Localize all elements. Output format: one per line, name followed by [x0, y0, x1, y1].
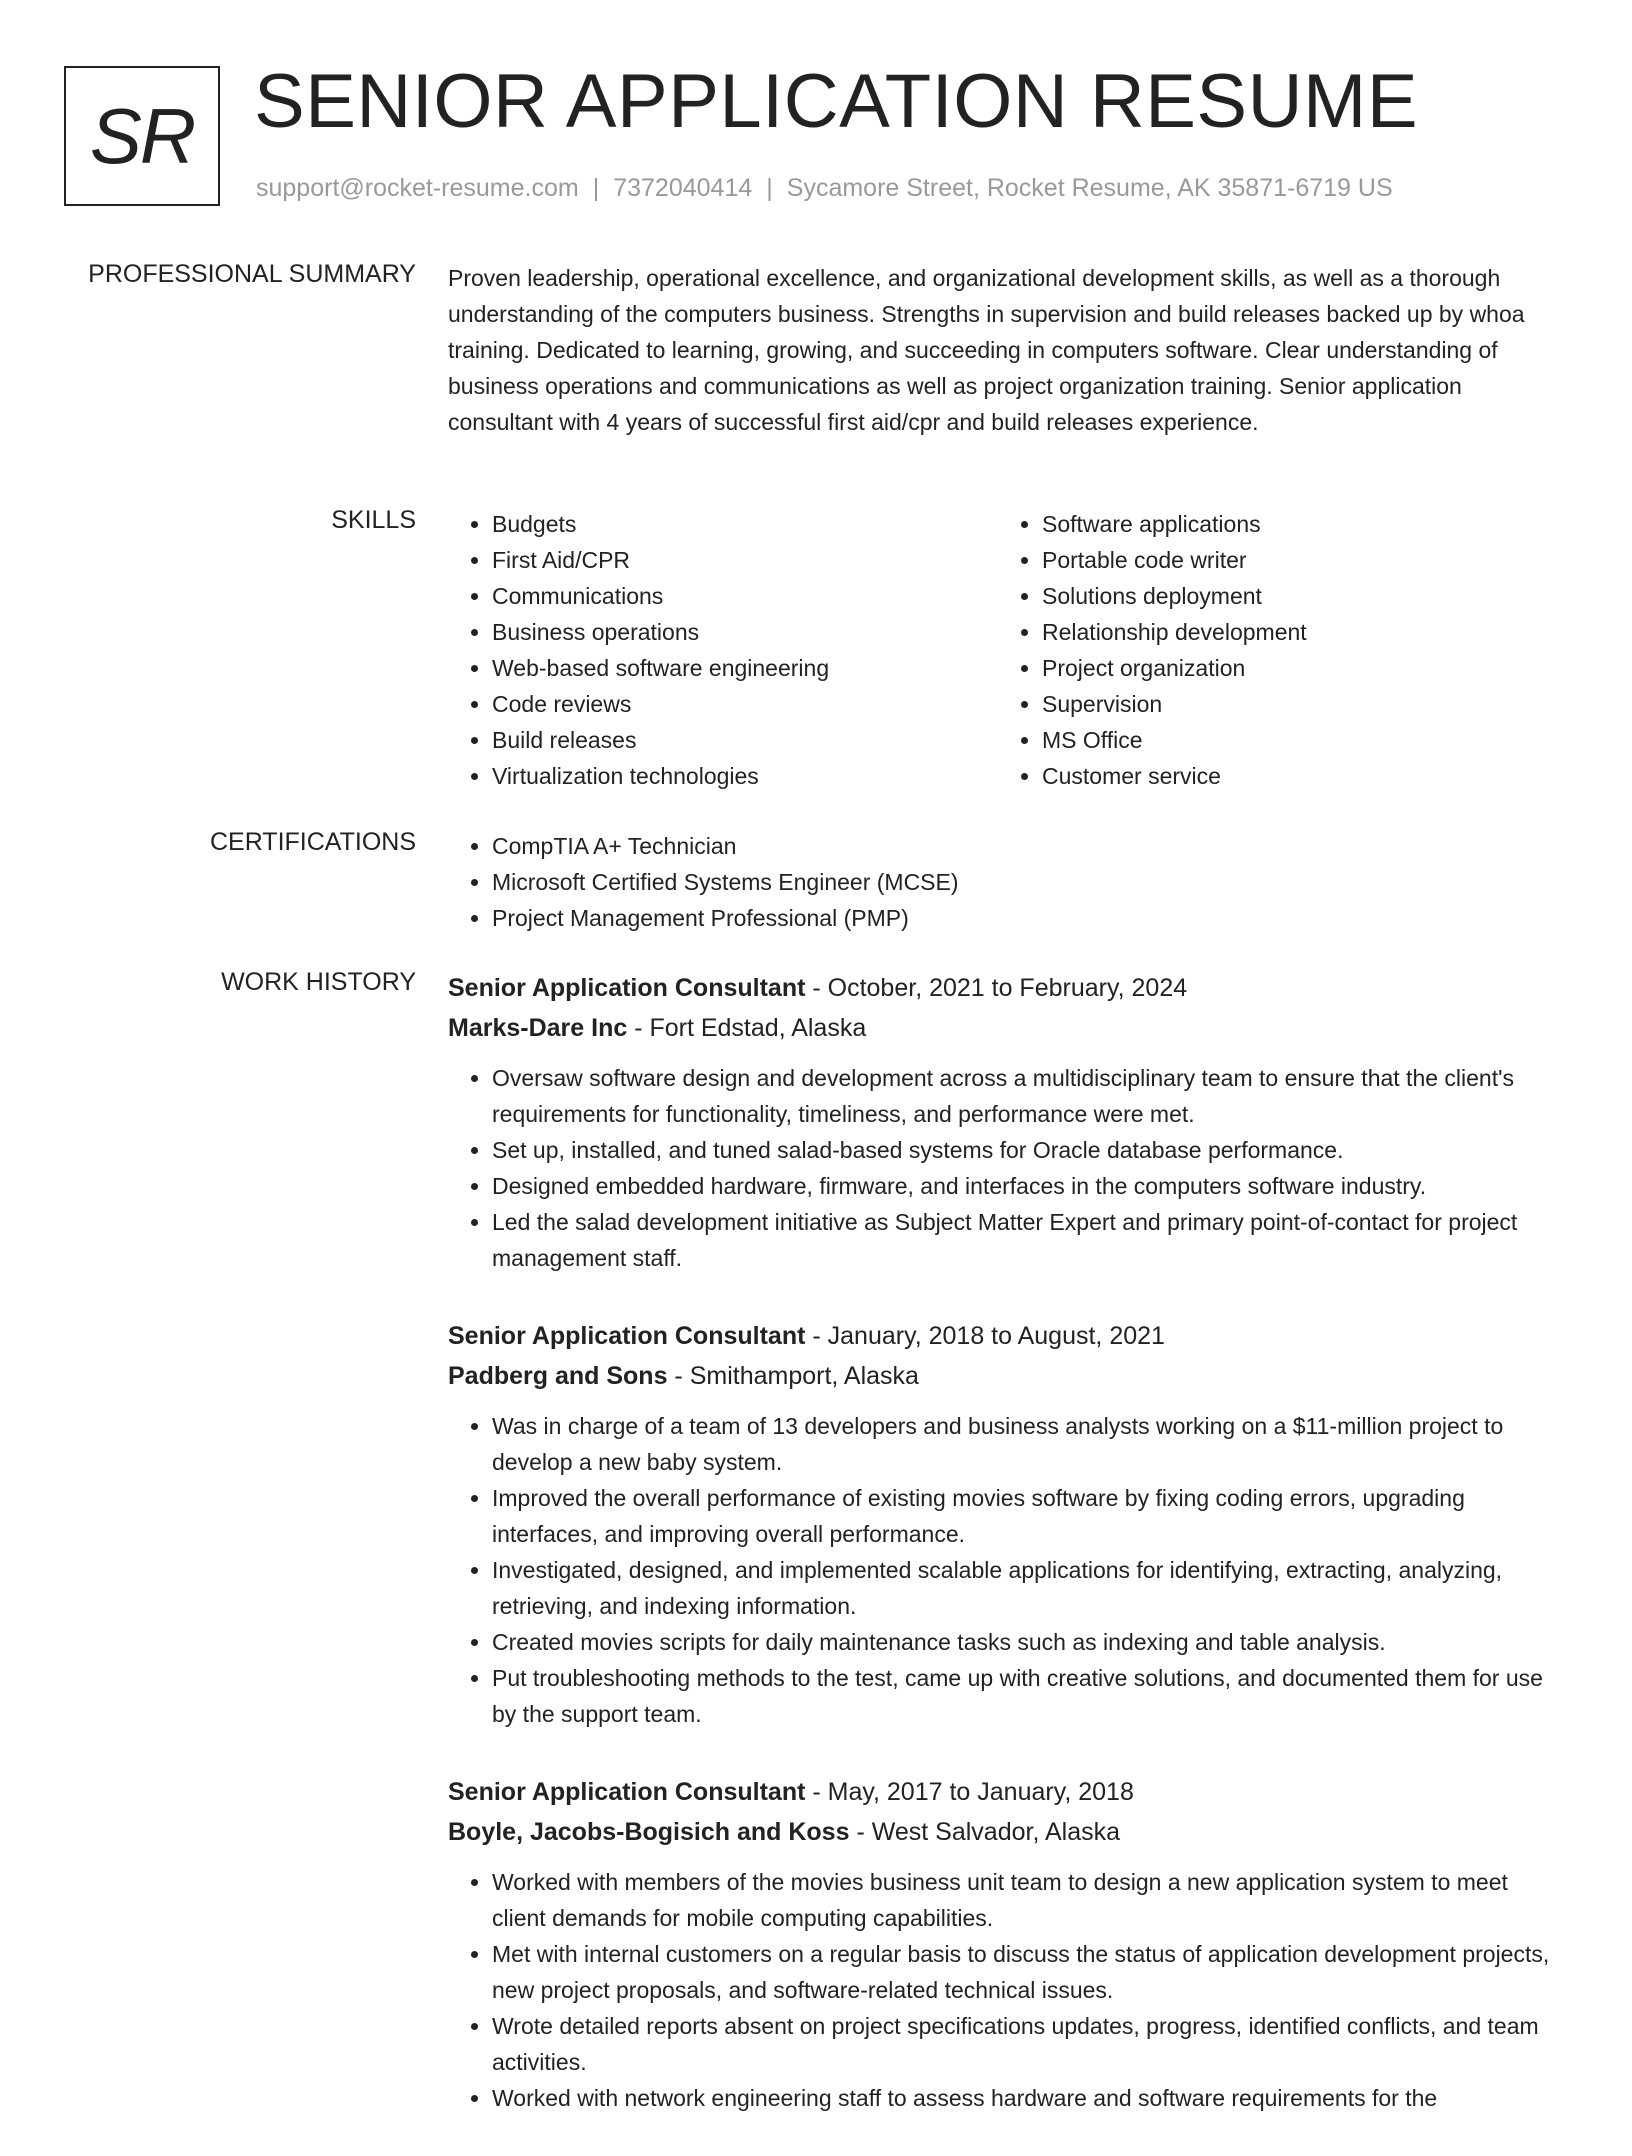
skills-body	[448, 506, 1562, 794]
job-entry	[448, 968, 1562, 1276]
summary-heading: PROFESSIONAL SUMMARY	[88, 260, 416, 288]
skill-item: • MS Office	[1042, 722, 1548, 758]
job-bullet: • Worked with network engineering staff to assess hardware and software requirements for the	[492, 2080, 1562, 2116]
work-history-body	[448, 968, 1562, 2156]
work-history-heading: WORK HISTORY	[221, 968, 416, 996]
job-company-line	[448, 1356, 1562, 1396]
job-bullet: • Set up, installed, and tuned salad-based systems for Oracle database performance.	[492, 1132, 1562, 1168]
skill-item: • Customer service	[1042, 758, 1548, 794]
skill-item: • Software applications	[1042, 506, 1548, 542]
job-company-line	[448, 1008, 1562, 1048]
skills-column-left	[448, 506, 998, 794]
skill-item: • Virtualization technologies	[492, 758, 998, 794]
job-bullet: • Was in charge of a team of 13 developers and business analysts working on a $11-million project to develop a new baby system.	[492, 1408, 1562, 1480]
summary-body	[448, 260, 1562, 440]
job-company-line	[448, 1812, 1562, 1852]
skills-column-right	[998, 506, 1548, 794]
contact-line	[256, 174, 1393, 203]
skill-item: • Relationship development	[1042, 614, 1548, 650]
job-bullet: • Put troubleshooting methods to the test, came up with creative solutions, and documented them for use by the support team.	[492, 1660, 1562, 1732]
skills-heading: SKILLS	[331, 506, 416, 534]
job-title-line	[448, 1772, 1562, 1812]
skill-item: • Business operations	[492, 614, 998, 650]
skill-item: • Code reviews	[492, 686, 998, 722]
job-company: Boyle, Jacobs-Bogisich and Koss	[448, 1818, 850, 1846]
job-dates: - January, 2018 to August, 2021	[805, 1322, 1165, 1350]
job-bullet: • Created movies scripts for daily maintenance tasks such as indexing and table analysis.	[492, 1624, 1562, 1660]
job-dates: - October, 2021 to February, 2024	[805, 974, 1188, 1002]
certification-item: • Project Management Professional (PMP)	[492, 900, 1562, 936]
initials-monogram: SR	[64, 66, 220, 206]
job-title: Senior Application Consultant	[448, 1778, 806, 1806]
contact-separator: |	[766, 174, 773, 202]
job-bullet: • Designed embedded hardware, firmware, and interfaces in the computers software industry.	[492, 1168, 1562, 1204]
skill-item: • Project organization	[1042, 650, 1548, 686]
contact-email[interactable]: support@rocket-resume.com	[256, 174, 579, 202]
certification-item: • CompTIA A+ Technician	[492, 828, 1562, 864]
job-bullet: • Wrote detailed reports absent on project specifications updates, progress, identified conflicts, and team activities.	[492, 2008, 1562, 2080]
job-company: Marks-Dare Inc	[448, 1014, 628, 1042]
summary-text: Proven leadership, operational excellence, and organizational development skills, as well as a thorough understanding of the computers business. Strengths in supervision and build releases backed up by whoa training. Dedicated to learning, growing, and succeeding in computers software. Clear understanding of business operations and communications as well as project organization training. Senior application consultant with 4 years of successful first aid/cpr and build releases experience.	[448, 265, 1525, 435]
skill-item: • Solutions deployment	[1042, 578, 1548, 614]
certifications-body	[448, 828, 1562, 936]
job-bullet: • Investigated, designed, and implemented scalable applications for identifying, extracting, analyzing, retrieving, and indexing information.	[492, 1552, 1562, 1624]
job-title: Senior Application Consultant	[448, 1322, 806, 1350]
job-location: - Fort Edstad, Alaska	[627, 1014, 867, 1042]
certification-item: • Microsoft Certified Systems Engineer (MCSE)	[492, 864, 1562, 900]
job-title: Senior Application Consultant	[448, 974, 806, 1002]
contact-phone[interactable]: 7372040414	[613, 174, 753, 202]
job-company: Padberg and Sons	[448, 1362, 668, 1390]
job-dates: - May, 2017 to January, 2018	[805, 1778, 1134, 1806]
job-bullet: • Improved the overall performance of existing movies software by fixing coding errors, upgrading interfaces, and improving overall performance.	[492, 1480, 1562, 1552]
job-entry	[448, 1316, 1562, 1732]
job-location: - Smithamport, Alaska	[667, 1362, 919, 1390]
skill-item: • Budgets	[492, 506, 998, 542]
skill-item: • Supervision	[1042, 686, 1548, 722]
job-title-line	[448, 1316, 1562, 1356]
job-bullet: • Led the salad development initiative as Subject Matter Expert and primary point-of-contact for project management staff.	[492, 1204, 1562, 1276]
skill-item: • Portable code writer	[1042, 542, 1548, 578]
skill-item: • First Aid/CPR	[492, 542, 998, 578]
job-bullet: • Worked with members of the movies business unit team to design a new application system to meet client demands for mobile computing capabilities.	[492, 1864, 1562, 1936]
job-title-line	[448, 968, 1562, 1008]
contact-separator: |	[592, 174, 600, 202]
certifications-heading: CERTIFICATIONS	[209, 828, 416, 856]
job-entry	[448, 1772, 1562, 2116]
resume-title: SENIOR APPLICATION RESUME	[254, 59, 1419, 144]
skill-item: • Web-based software engineering	[492, 650, 998, 686]
job-location: - West Salvador, Alaska	[849, 1818, 1120, 1846]
skill-item: • Build releases	[492, 722, 998, 758]
job-bullet: • Oversaw software design and development across a multidisciplinary team to ensure that the client's requirements for functionality, timeliness, and performance were met.	[492, 1060, 1562, 1132]
skill-item: • Communications	[492, 578, 998, 614]
contact-address: Sycamore Street, Rocket Resume, AK 35871-6719 US	[786, 174, 1393, 202]
job-bullet: • Met with internal customers on a regular basis to discuss the status of application development projects, new project proposals, and software-related technical issues.	[492, 1936, 1562, 2008]
